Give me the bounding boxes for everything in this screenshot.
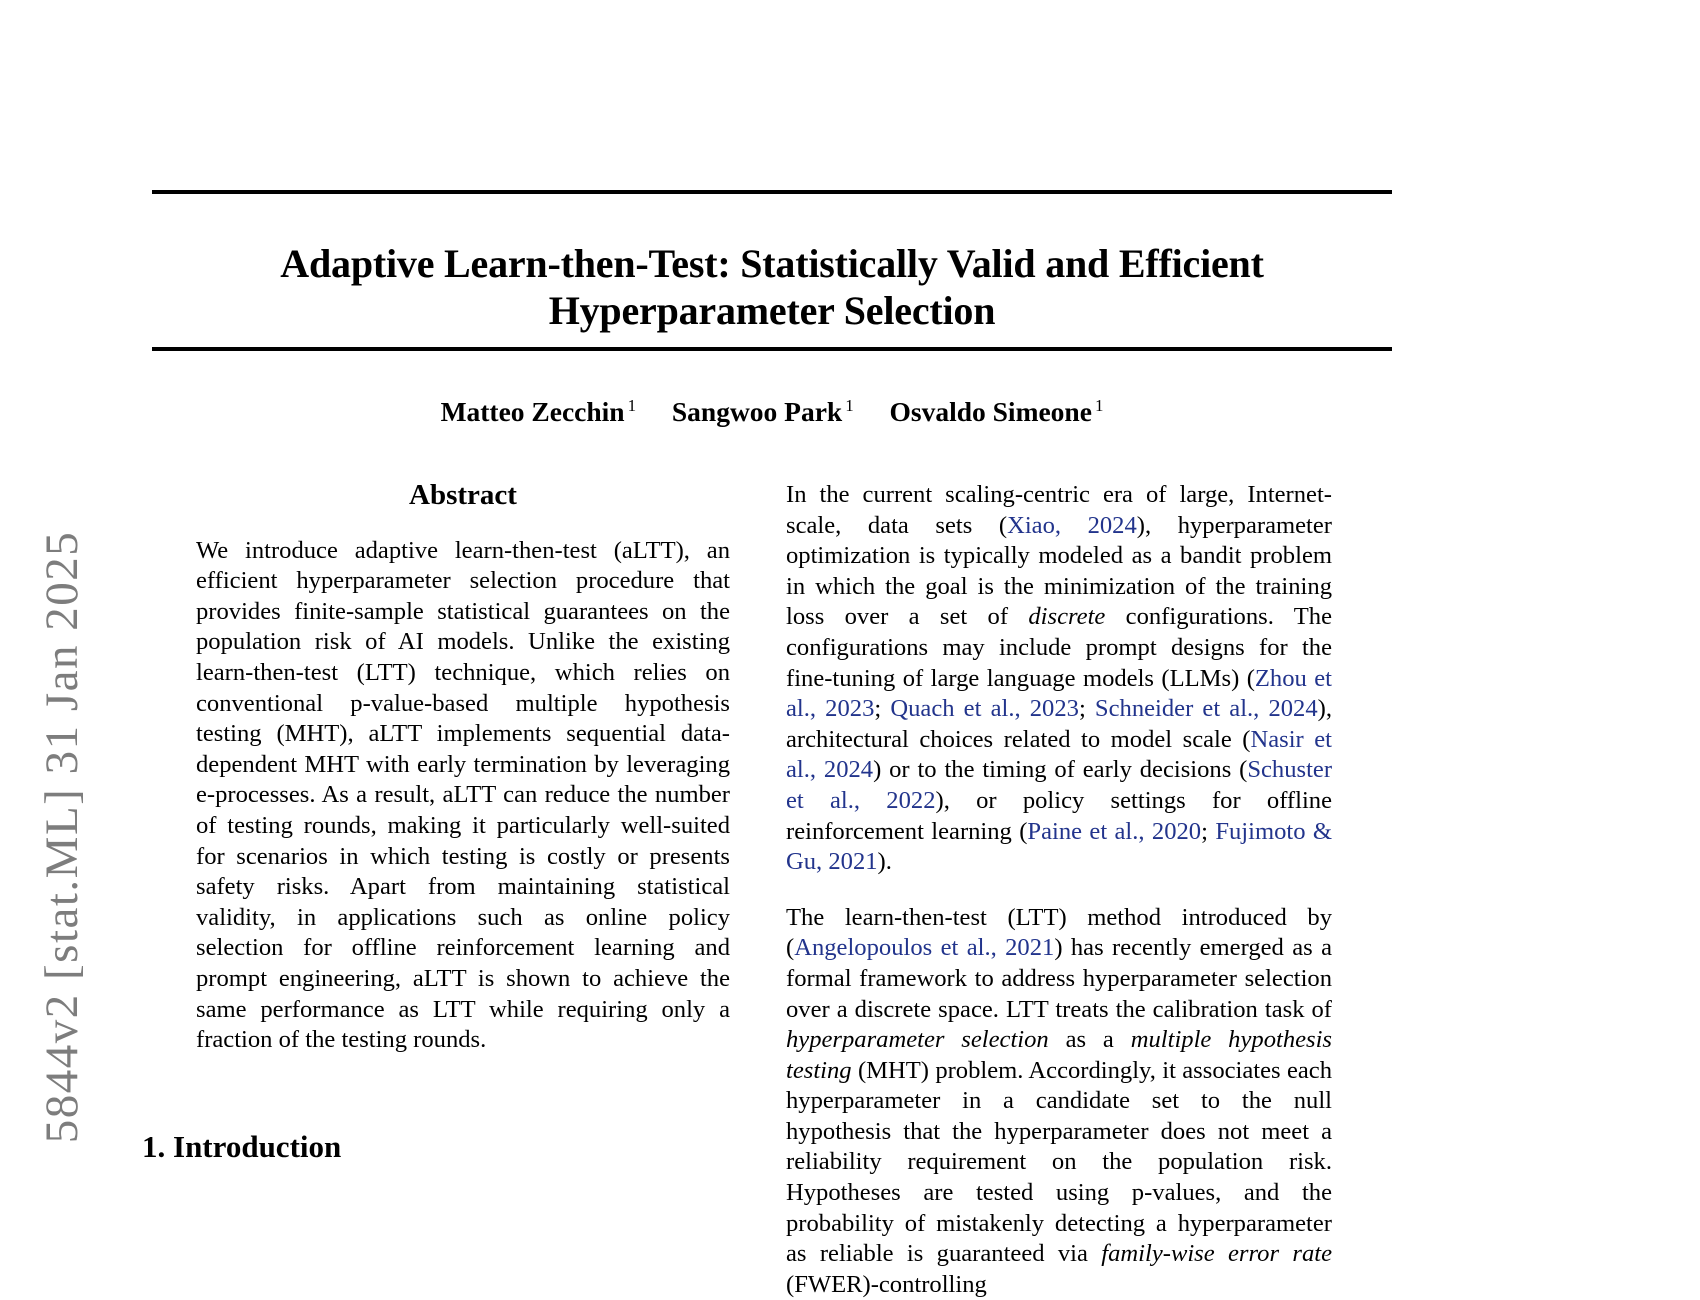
body-text: ), architectural choices related to model scale ( xyxy=(786,695,1332,753)
citation-link[interactable]: Paine et al., 2020 xyxy=(1027,817,1202,845)
body-text: ), or policy settings for offline reinforcement learning ( xyxy=(786,786,1333,845)
citation-link[interactable]: Zhou et al., 2023 xyxy=(786,664,1332,723)
body-text: ; xyxy=(1201,817,1216,845)
abstract-text: We introduce adaptive learn-then-test (aLTT), an efficient hyperparameter selection procedure that provides finite-sample statistical guarantees on the population risk of AI models. Unlike the existing learn-then-test (LTT) technique, which relies on conventional p-value-based multiple hypothesis testing (MHT), aLTT implements sequential data-dependent MHT with early termination by leveraging e-processes. As a result, aLTT can reduce the number of testing rounds, making it particularly well-suited for scenarios in which testing is costly or presents safety risks. Apart from maintaining statistical validity, in applications such as online policy selection for offline reinforcement learning and prompt engineering, aLTT is shown to achieve the same performance as LTT while requiring only a fraction of the testing rounds. xyxy=(196,536,730,1054)
intro-paragraph xyxy=(786,903,1332,1300)
body-text: ; xyxy=(874,695,891,723)
author-name: Matteo Zecchin xyxy=(440,396,625,428)
body-text: ), hyperparameter optimization is typically modeled as a bandit problem in which the goal is the minimization of the training loss over a set of xyxy=(786,511,1332,631)
section-heading-introduction: 1. Introduction xyxy=(142,1128,342,1164)
author-entry xyxy=(441,396,643,427)
body-text: (MHT) problem. Accordingly, it associates each hyperparameter in a candidate set to the null hypothesis that the hyperparameter does not meet a reliability requirement on the population risk. Hypotheses are tested using p-values, and the probability of mistakenly detecting a hyperparameter as reliable is guaranteed via xyxy=(786,1056,1332,1268)
title-rule-bottom xyxy=(152,347,1392,351)
emphasized-term: multiple hypothesis testing xyxy=(786,1026,1333,1084)
author-name: Sangwoo Park xyxy=(671,396,843,428)
left-column xyxy=(142,479,736,1164)
body-text: In the current scaling-centric era of large, Internet-scale, data sets ( xyxy=(786,481,1332,539)
body-text: The learn-then-test (LTT) method introduced by ( xyxy=(786,903,1332,962)
author-list xyxy=(152,396,1392,428)
author-affiliation-marker: 1 xyxy=(1094,396,1104,415)
abstract-heading: Abstract xyxy=(409,479,517,511)
citation-link[interactable]: Fujimoto & Gu, 2021 xyxy=(786,817,1332,876)
body-text: ). xyxy=(877,848,892,876)
body-text: as a xyxy=(1048,1026,1131,1054)
body-text: ) has recently emerged as a formal framework to address hyperparameter selection over a discrete space. LTT treats the calibration task of xyxy=(786,934,1332,1023)
page-title: Adaptive Learn-then-Test: Statistically Valid and Efficient Hyperparameter Selection xyxy=(280,240,1264,333)
body-text: configurations. The configurations may include prompt designs for the fine-tuning of large language models (LLMs) ( xyxy=(786,603,1332,692)
emphasized-term: family-wise error rate xyxy=(1101,1240,1332,1268)
paper-page xyxy=(142,0,1392,1298)
author-affiliation-marker: 1 xyxy=(845,396,854,415)
citation-link[interactable]: Quach et al., 2023 xyxy=(890,695,1079,723)
body-text: ; xyxy=(1078,695,1095,723)
citation-link[interactable]: Schuster et al., 2022 xyxy=(786,756,1333,814)
author-entry xyxy=(665,396,861,427)
author-entry xyxy=(883,396,1104,427)
emphasized-term: discrete xyxy=(1028,603,1106,631)
arxiv-identifier-stamp: 5844v2 [stat.ML] 31 Jan 2025 xyxy=(36,530,88,1144)
title-rule-top xyxy=(152,190,1392,194)
right-column xyxy=(786,480,1332,1300)
emphasized-term: hyperparameter selection xyxy=(786,1026,1049,1054)
citation-link[interactable]: Nasir et al., 2024 xyxy=(786,725,1332,784)
citation-link[interactable]: Angelopoulos et al., 2021 xyxy=(794,934,1055,962)
intro-paragraph xyxy=(786,480,1332,878)
citation-link[interactable]: Xiao, 2024 xyxy=(1007,511,1137,539)
author-affiliation-marker: 1 xyxy=(627,396,637,415)
author-name: Osvaldo Simeone xyxy=(889,396,1092,428)
body-text: (FWER)-controlling xyxy=(786,1270,987,1298)
citation-link[interactable]: Schneider et al., 2024 xyxy=(1094,695,1318,723)
body-text: ) or to the timing of early decisions ( xyxy=(873,756,1248,784)
